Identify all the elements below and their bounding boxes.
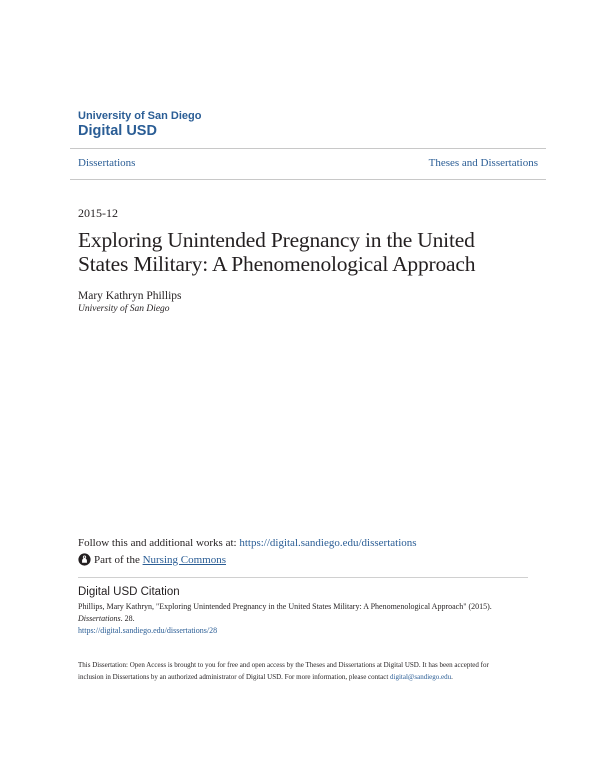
citation-block [78, 601, 492, 637]
notice-line-2 [78, 671, 489, 683]
citation-divider [78, 577, 528, 578]
contact-email-link[interactable]: digital@sandiego.edu [390, 673, 452, 681]
citation-series: Dissertations [78, 614, 121, 623]
nav-divider [70, 179, 546, 180]
top-divider [70, 148, 546, 149]
access-notice [78, 659, 489, 683]
part-of-line [78, 553, 226, 566]
follow-url-link[interactable]: https://digital.sandiego.edu/dissertations [239, 537, 417, 549]
nursing-commons-link[interactable]: Nursing Commons [142, 553, 227, 566]
citation-line-1: Phillips, Mary Kathryn, "Exploring Unintended Pregnancy in the United States Military: A Phenomenological Approach" (2015). [78, 602, 492, 611]
institution-name: University of San Diego [78, 110, 202, 122]
author-name: Mary Kathryn Phillips [78, 290, 182, 302]
open-access-icon [78, 553, 91, 566]
citation-url-link[interactable]: https://digital.sandiego.edu/dissertations/28 [78, 626, 218, 635]
part-of-prefix: Part of the [94, 553, 140, 566]
document-title [78, 228, 475, 276]
title-line-1: Exploring Unintended Pregnancy in the United [78, 228, 475, 252]
citation-number: . 28. [120, 614, 135, 623]
theses-dissertations-link[interactable]: Theses and Dissertations [428, 157, 538, 169]
publication-date: 2015-12 [78, 206, 118, 220]
title-line-2: States Military: A Phenomenological Approach [78, 252, 476, 276]
dissertations-link[interactable]: Dissertations [78, 157, 136, 169]
follow-line [78, 537, 417, 549]
author-affiliation: University of San Diego [78, 304, 170, 314]
notice-line-2-suffix: . [451, 673, 453, 681]
citation-heading: Digital USD Citation [78, 586, 180, 598]
notice-line-1: This Dissertation: Open Access is brought to you for free and open access by the Theses and Dissertations at Digital USD. It has been accepted for [78, 661, 489, 669]
repository-name[interactable]: Digital USD [78, 123, 157, 139]
citation-line-2 [78, 613, 492, 625]
notice-line-2-prefix: inclusion in Dissertations by an authorized administrator of Digital USD. For more information, please contact [78, 673, 391, 681]
follow-prefix: Follow this and additional works at: [78, 537, 240, 549]
